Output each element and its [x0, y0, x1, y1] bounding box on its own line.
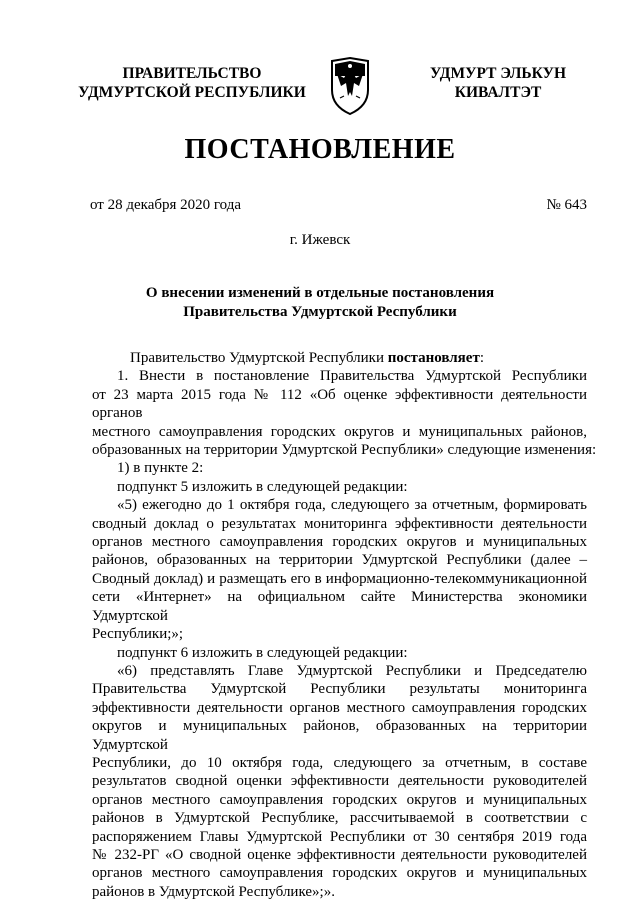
intro-colon: : — [479, 350, 484, 366]
subpoint-5-line: «5) ежегодно до 1 октября года, следующего за отчетным, формировать — [117, 497, 587, 514]
paragraph-1-line: местного самоуправления городских округов и муниципальных районов, — [92, 423, 587, 440]
document-body — [92, 349, 597, 901]
issuer-line-1: ПРАВИТЕЛЬСТВО — [122, 65, 262, 82]
intro-paragraph — [92, 349, 587, 367]
paragraph-1-line: от 23 марта 2015 года № 112 «Об оценке эффективности деятельности органов — [92, 386, 587, 422]
subpoint-6-line: № 232-РГ «О сводной оценке эффективности деятельности руководителей — [92, 846, 587, 863]
subpoint-6-line: эффективности деятельности органов местного самоуправления городских — [92, 699, 587, 716]
issuer-header-udmurt — [408, 64, 588, 102]
document-type-heading: ПОСТАНОВЛЕНИЕ — [184, 134, 456, 165]
item-1: 1) в пункте 2: — [117, 460, 204, 477]
subpoint-6-line: районов в Удмуртской Республике, рассчитываемой в соответствии с — [92, 810, 587, 827]
document-title — [80, 284, 560, 322]
paragraph-1-line: образованных на территории Удмуртской Республики» следующие изменения: — [92, 442, 597, 459]
issuer-udmurt-line-1: УДМУРТ ЭЛЬКУН — [429, 65, 567, 82]
subpoint-5-line: органов местного самоуправления городских округов и муниципальных — [92, 534, 587, 551]
document-number: № 643 — [546, 197, 587, 213]
subpoint-5-line: Сводный доклад) и размещать его в информационно-телекоммуникационной — [92, 570, 587, 587]
intro-text: Правительство Удмуртской Республики — [130, 350, 388, 366]
subpoint-6-line: «6) представлять Главе Удмуртской Республики и Председателю — [117, 662, 587, 679]
paragraph-1-line: 1. Внести в постановление Правительства Удмуртской Республики — [117, 368, 587, 385]
title-line-2: Правительства Удмуртской Республики — [183, 304, 457, 320]
document-city: г. Ижевск — [289, 232, 351, 248]
subpoint-6-line: Республики, до 10 октября года, следующего за отчетным, в составе — [92, 754, 587, 771]
subpoint-5-line: сети «Интернет» на официальном сайте Министерства экономики Удмуртской — [92, 589, 587, 624]
issuer-line-2: УДМУРТСКОЙ РЕСПУБЛИКИ — [78, 84, 306, 101]
subpoint-6-line: результатов сводной оценки эффективности деятельности руководителей — [92, 773, 587, 790]
subpoint-5-line: Республики;»; — [92, 626, 184, 643]
udmurt-emblem-icon — [328, 56, 372, 116]
subpoint-6-line: Правительства Удмуртской Республики результаты мониторинга — [92, 681, 587, 698]
intro-keyword: постановляет — [387, 350, 480, 366]
title-line-1: О внесении изменений в отдельные постановления — [145, 285, 495, 301]
subpoint-5-line: районов, образованных на территории Удмуртской Республики (далее – — [92, 552, 587, 569]
subpoint-6-intro: подпункт 6 изложить в следующей редакции: — [117, 644, 408, 661]
subpoint-6-line: районов в Удмуртской Республике»;». — [92, 883, 335, 900]
subpoint-6-line: органов местного самоуправления городских округов и муниципальных — [92, 791, 587, 808]
subpoint-5-line: сводный доклад о результатах мониторинга эффективности деятельности — [92, 515, 587, 532]
subpoint-6-line: органов местного самоуправления городских округов и муниципальных — [92, 865, 587, 882]
document-date: от 28 декабря 2020 года — [90, 197, 242, 213]
issuer-udmurt-line-2: КИВАЛТЭТ — [454, 84, 542, 101]
subpoint-6-line: распоряжением Главы Удмуртской Республики от 30 сентября 2019 года — [92, 828, 587, 845]
issuer-header-russian — [72, 64, 312, 102]
subpoint-6-line: округов и муниципальных районов, образованных на территории Удмуртской — [92, 718, 587, 753]
subpoint-5-intro: подпункт 5 изложить в следующей редакции: — [117, 478, 408, 495]
